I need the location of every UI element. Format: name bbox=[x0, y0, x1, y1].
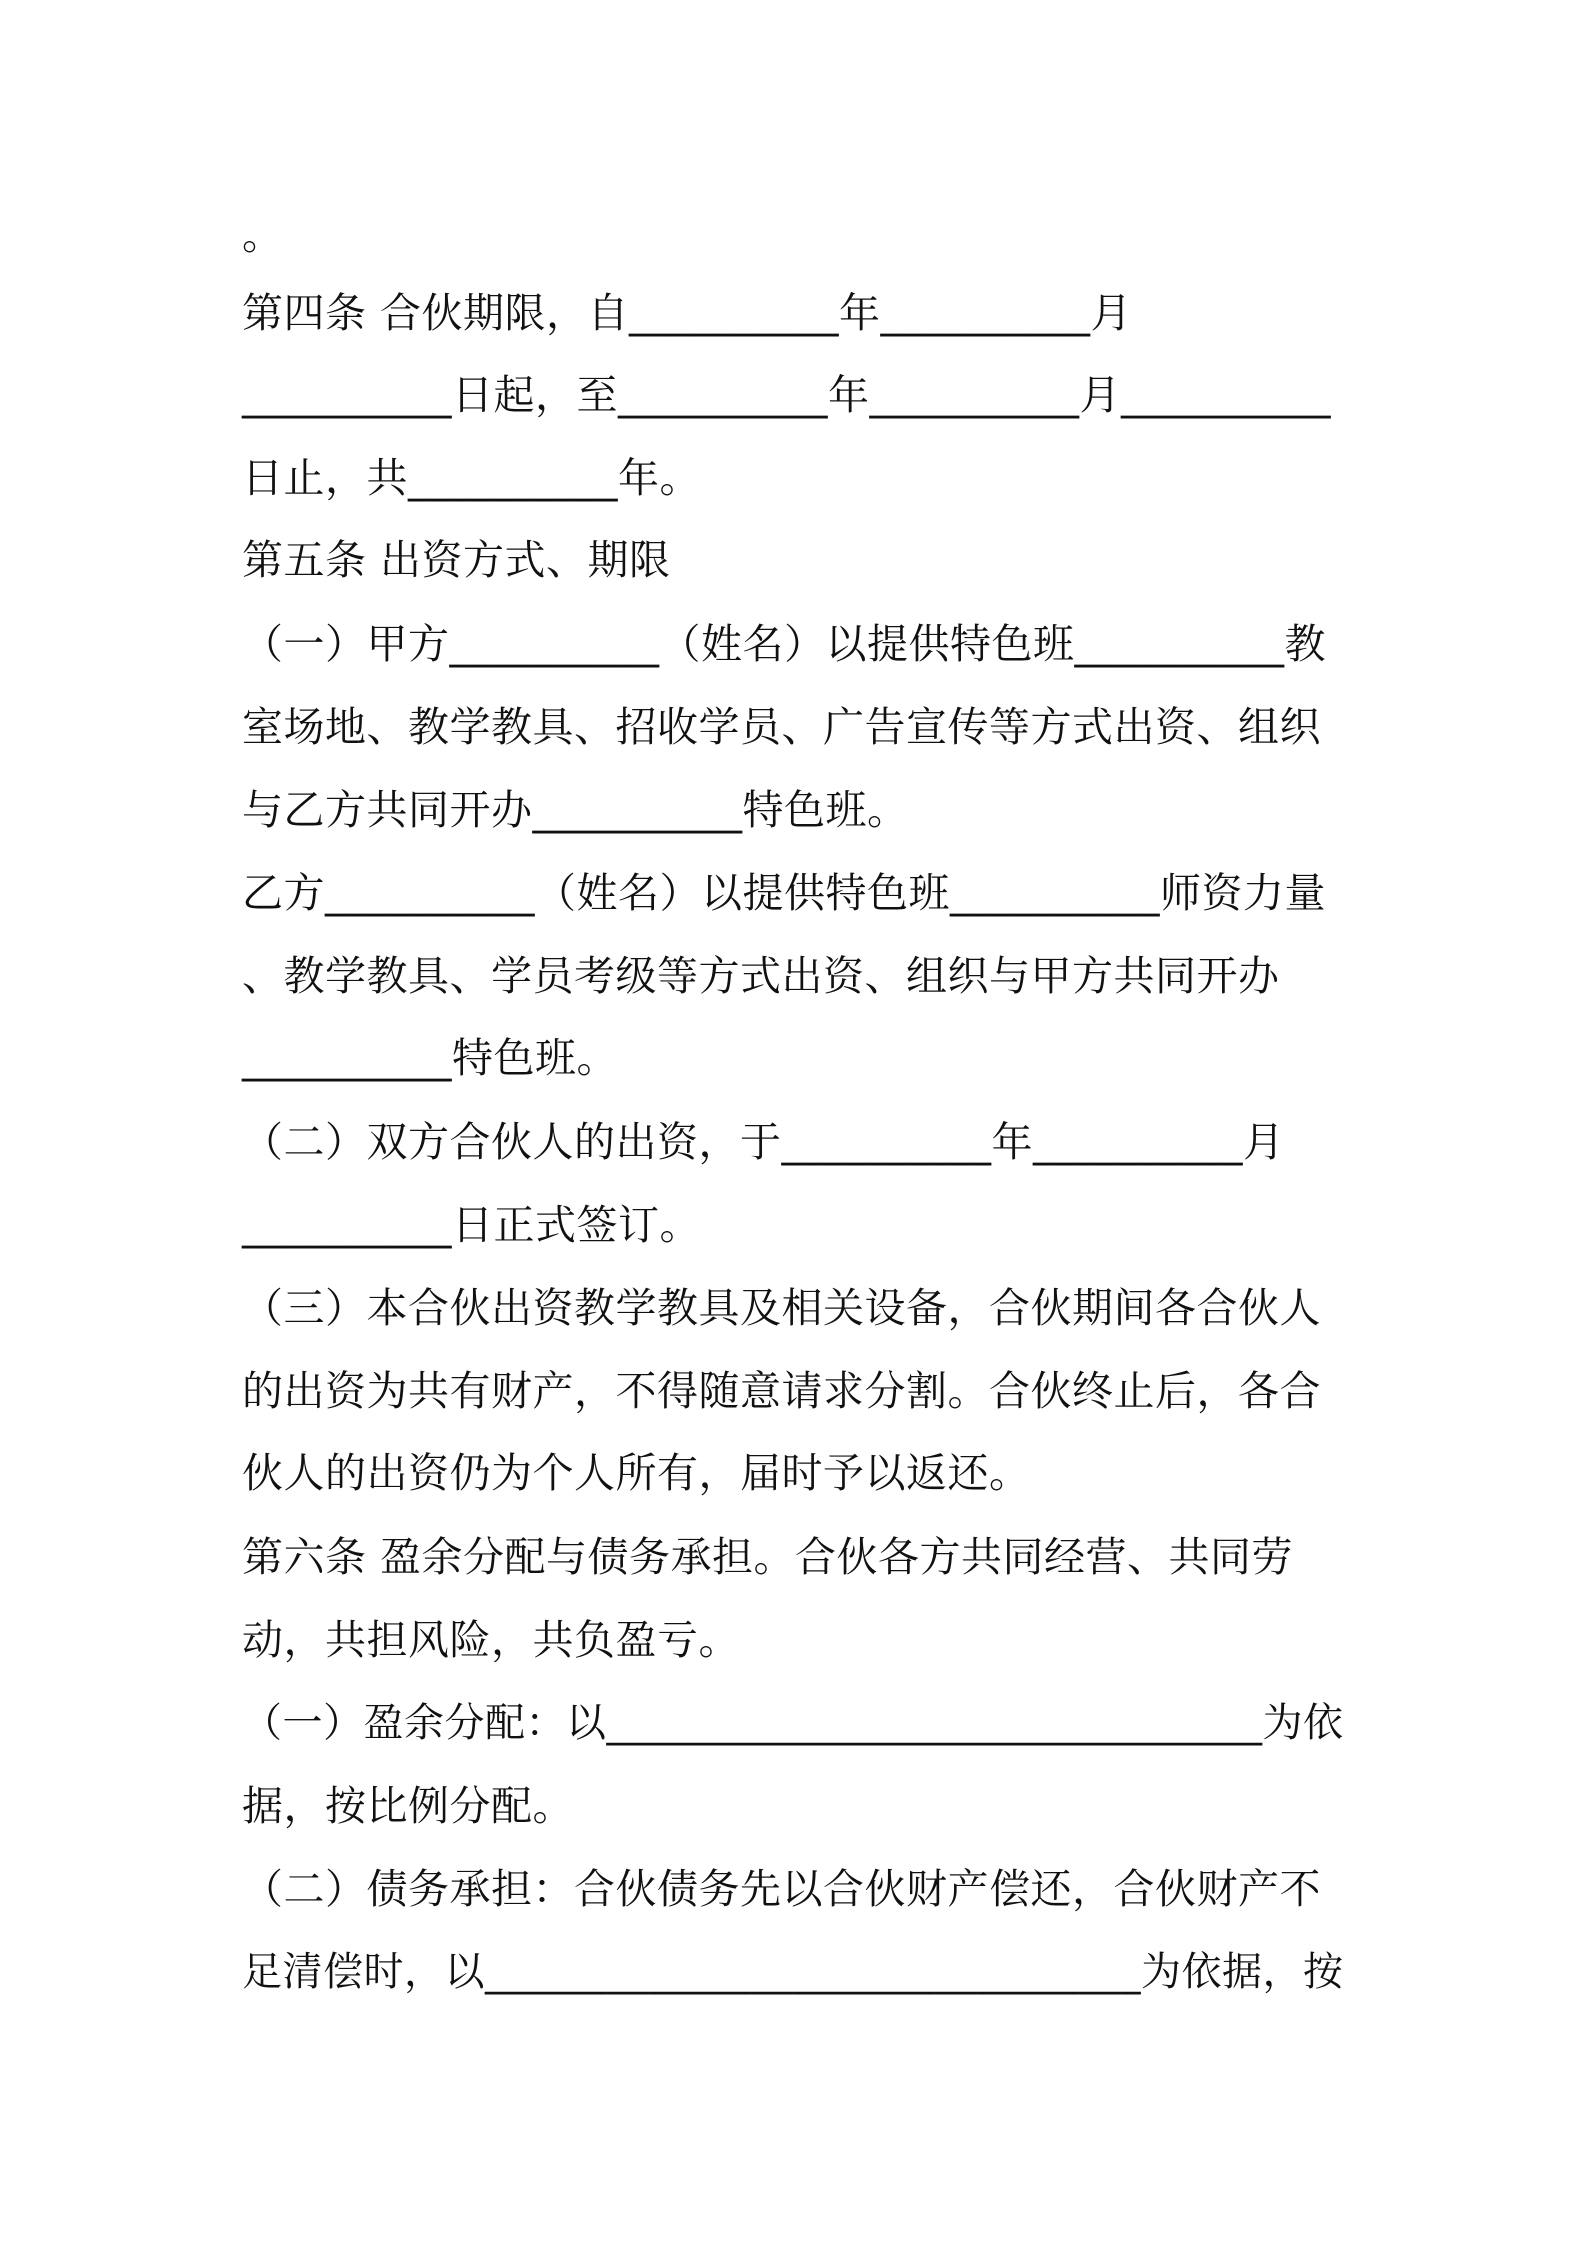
text-line-15: 的出资为共有财产，不得随意请求分割。合伙终止后，各合 bbox=[242, 1367, 1321, 1415]
text-line-20: 据，按比例分配。 bbox=[242, 1782, 574, 1830]
text-line-1: 。 bbox=[242, 211, 284, 259]
text-line-5: 第五条 出资方式、期限 bbox=[242, 536, 671, 584]
text-line-12: （二）双方合伙人的出资，于__________年__________月 bbox=[242, 1118, 1285, 1166]
text-line-11: __________特色班。 bbox=[242, 1034, 618, 1082]
text-line-16: 伙人的出资仍为个人所有，届时予以返还。 bbox=[242, 1449, 1031, 1497]
text-line-9: 乙方__________（姓名）以提供特色班__________师资力量 bbox=[242, 869, 1326, 917]
text-line-4: 日止，共__________年。 bbox=[242, 454, 701, 502]
text-line-7: 室场地、教学教具、招收学员、广告宣传等方式出资、组织 bbox=[242, 703, 1321, 751]
text-line-19: （一）盈余分配：以________________________________为依 bbox=[242, 1700, 1344, 1746]
text-line-17: 第六条 盈余分配与债务承担。合伙各方共同经营、共同劳 bbox=[242, 1533, 1294, 1581]
text-line-10: 、教学教具、学员考级等方式出资、组织与甲方共同开办 bbox=[242, 952, 1280, 1000]
text-line-2: 第四条 合伙期限，自__________年__________月 bbox=[242, 289, 1133, 337]
text-line-18: 动，共担风险，共负盈亏。 bbox=[242, 1616, 740, 1664]
text-line-22: 足清偿时，以________________________________为依据，按 bbox=[242, 1949, 1344, 1995]
text-line-6: （一）甲方__________（姓名）以提供特色班__________教 bbox=[242, 620, 1326, 668]
text-line-13: __________日正式签订。 bbox=[242, 1201, 701, 1249]
text-line-21: （二）债务承担：合伙债务先以合伙财产偿还，合伙财产不 bbox=[242, 1865, 1321, 1913]
text-line-8: 与乙方共同开办__________特色班。 bbox=[242, 786, 909, 834]
text-line-3: __________日起，至__________年__________月__________ bbox=[242, 371, 1331, 419]
text-line-14: （三）本合伙出资教学教具及相关设备，合伙期间各合伙人 bbox=[242, 1284, 1321, 1332]
